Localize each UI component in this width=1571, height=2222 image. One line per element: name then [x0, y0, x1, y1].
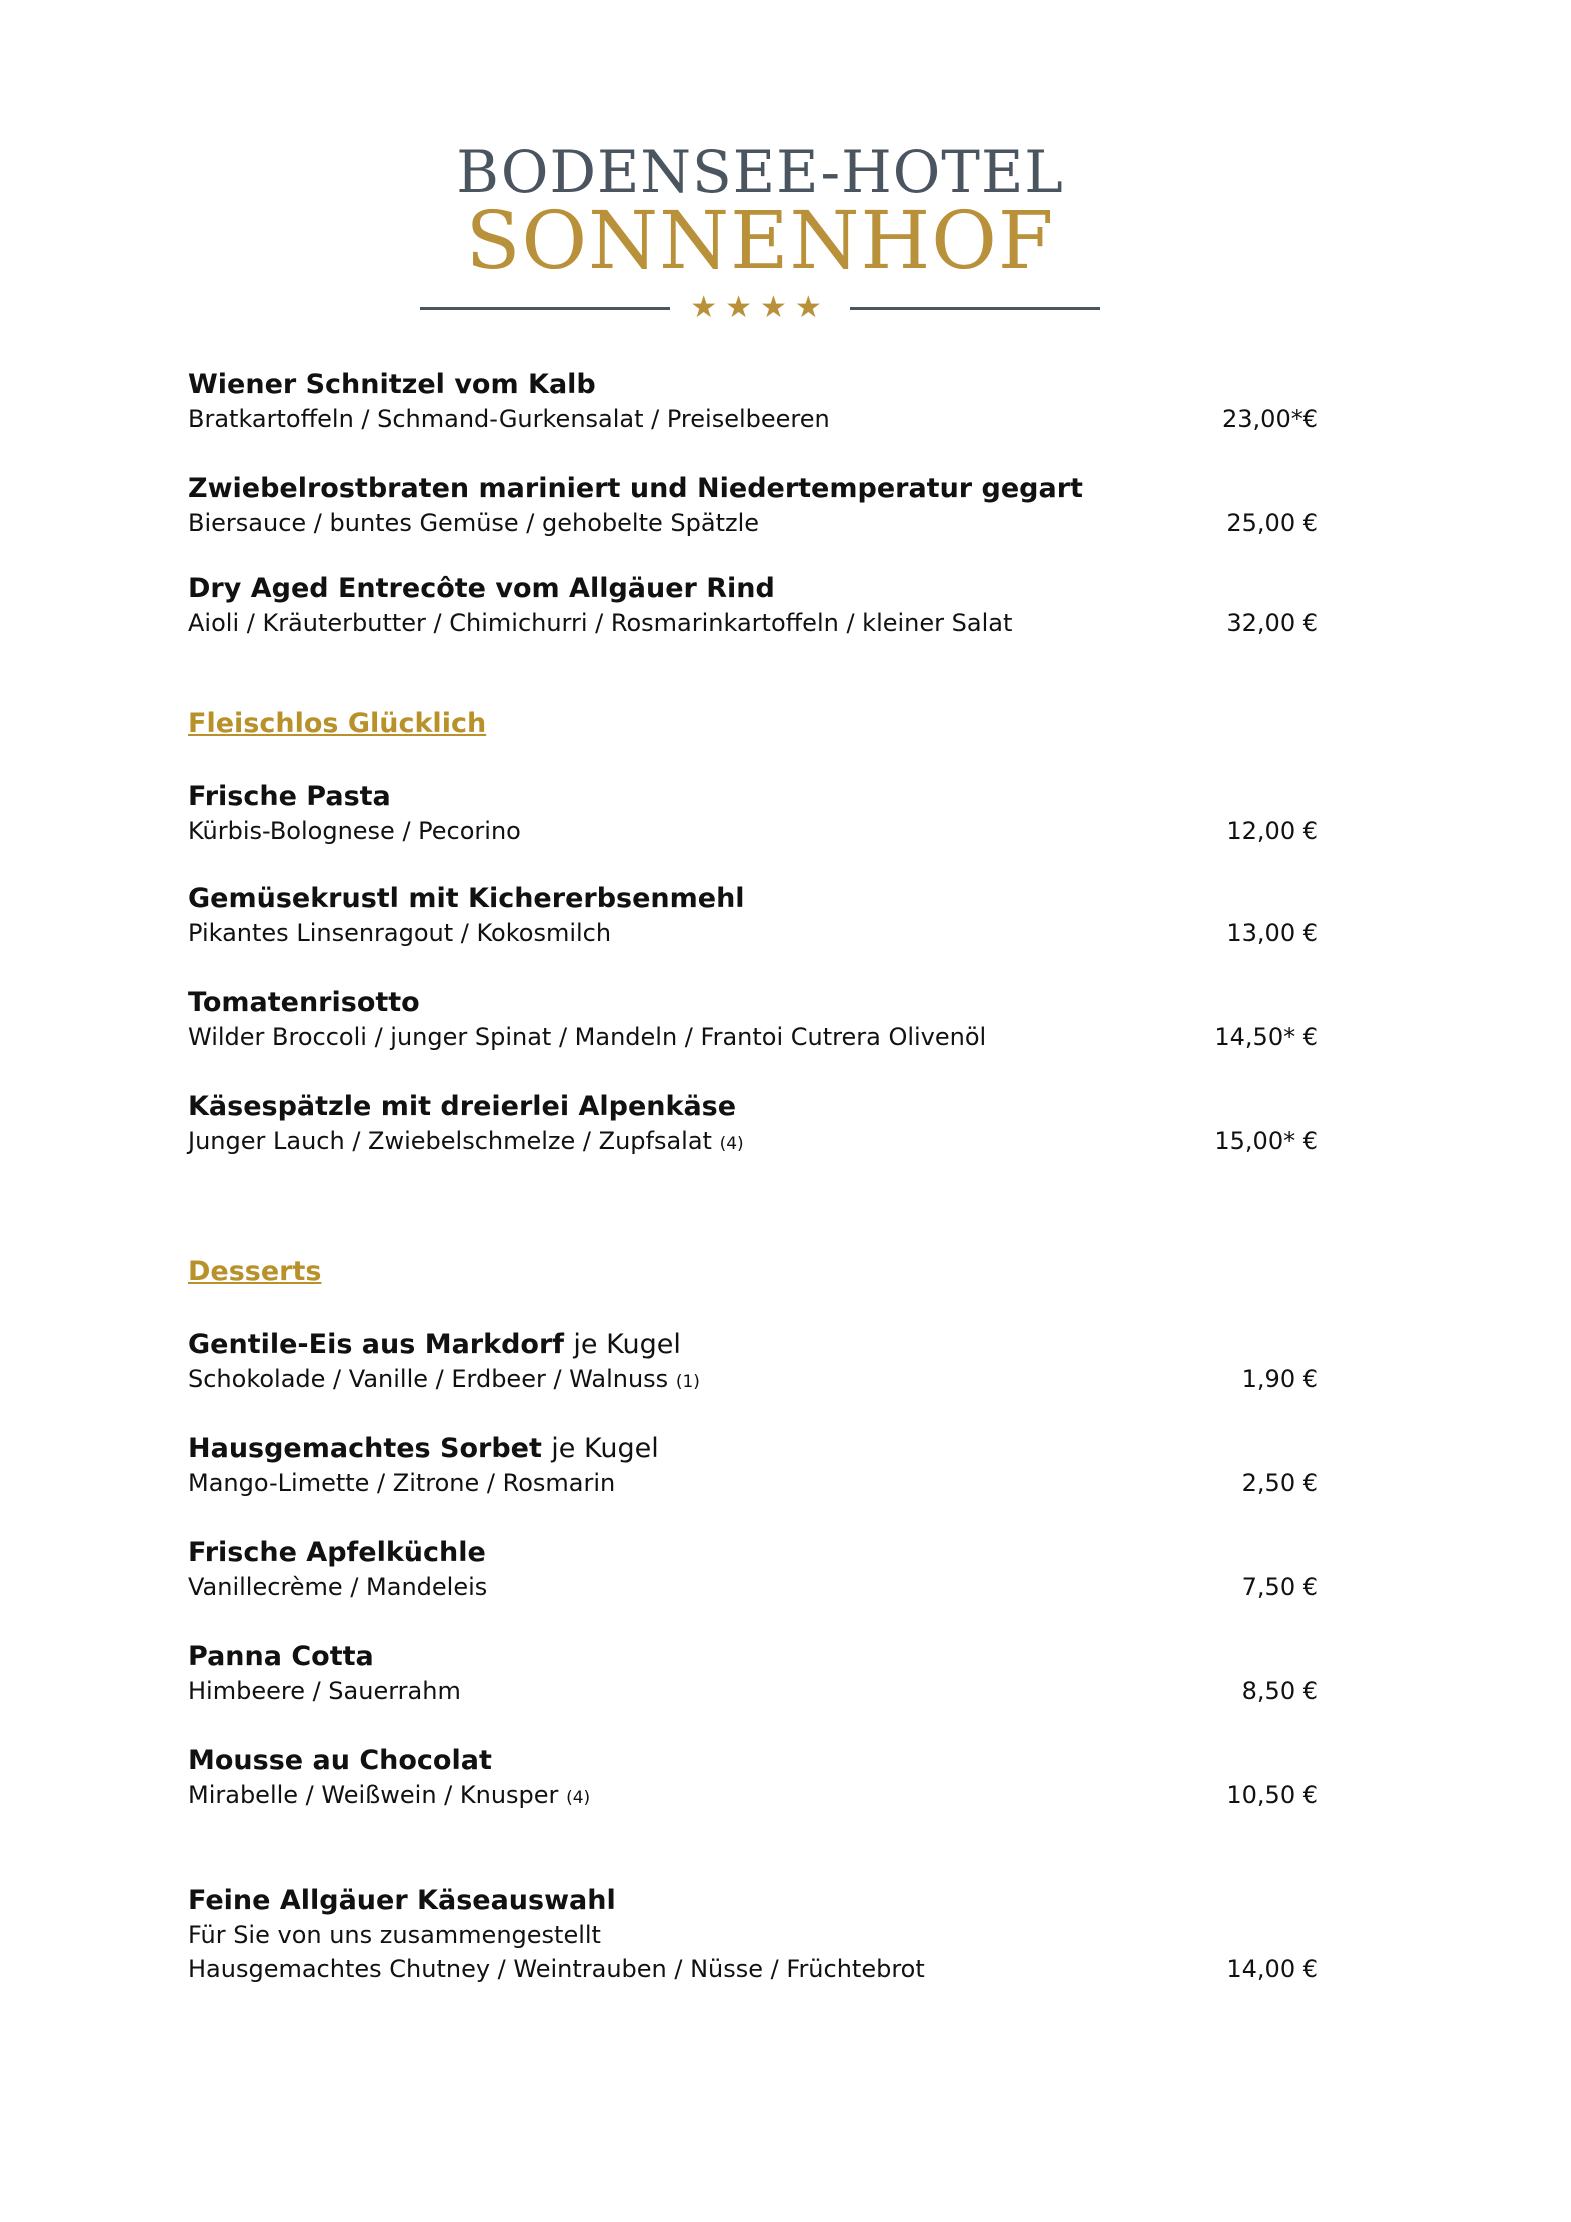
- menu-item-desc-text: Junger Lauch / Zwiebelschmelze / Zupfsalat: [188, 1127, 712, 1155]
- menu-item-title: [188, 1328, 1318, 1362]
- menu-item: [188, 1432, 1318, 1500]
- menu-item-desc: Bratkartoffeln / Schmand-Gurkensalat / Preiselbeeren: [188, 405, 830, 433]
- logo-rule-right: [850, 307, 1100, 310]
- menu-item-desc: Kürbis-Bolognese / Pecorino: [188, 817, 521, 845]
- menu-item-title: Panna Cotta: [188, 1641, 374, 1672]
- allergen-note: (4): [719, 1134, 744, 1154]
- menu-item-title: Zwiebelrostbraten mariniert und Niedertemperatur gegart: [188, 473, 1083, 504]
- menu-item-price: 8,50 €: [1241, 1677, 1318, 1705]
- menu-item-title-text: Hausgemachtes Sorbet: [188, 1433, 542, 1464]
- logo-rule-left: [420, 307, 670, 310]
- menu-item-desc: Hausgemachtes Chutney / Weintrauben / Nüsse / Früchtebrot: [188, 1955, 925, 1983]
- menu-item: [188, 882, 1318, 950]
- menu-item: [188, 1640, 1318, 1708]
- menu-item-price: 13,00 €: [1226, 919, 1318, 947]
- menu-item-desc-text: Schokolade / Vanille / Erdbeer / Walnuss: [188, 1365, 669, 1393]
- menu-item-title: Dry Aged Entrecôte vom Allgäuer Rind: [188, 573, 775, 604]
- menu-item-title: Frische Apfelküchle: [188, 1537, 486, 1568]
- menu-item-title: Feine Allgäuer Käseauswahl: [188, 1885, 616, 1916]
- menu-item-price: 1,90 €: [1241, 1365, 1318, 1393]
- logo-line-1: BODENSEE-HOTEL: [456, 138, 1064, 206]
- menu-item-desc: [188, 1124, 1318, 1161]
- menu-item-title: [188, 1432, 1318, 1466]
- menu-item-title: Mousse au Chocolat: [188, 1745, 492, 1776]
- menu-item-desc: Pikantes Linsenragout / Kokosmilch: [188, 919, 612, 947]
- menu-item-title: Käsespätzle mit dreierlei Alpenkäse: [188, 1091, 737, 1122]
- menu-item-cheese: [188, 1884, 1318, 1986]
- logo-line-2: SONNENHOF: [465, 194, 1055, 287]
- logo-rule: [420, 290, 1100, 325]
- menu-item: [188, 368, 1318, 436]
- menu-item-desc: [188, 1362, 1318, 1399]
- allergen-note: (1): [675, 1372, 700, 1392]
- menu-item: [188, 986, 1318, 1054]
- logo-stars-icon: ★★★★: [690, 290, 830, 325]
- menu-item-price: 12,00 €: [1226, 817, 1318, 845]
- menu-item: [188, 1744, 1318, 1815]
- menu-item: [188, 572, 1318, 640]
- hotel-logo: [410, 138, 1110, 325]
- menu-item-desc: Himbeere / Sauerrahm: [188, 1677, 461, 1705]
- menu-item-title: Frische Pasta: [188, 781, 391, 812]
- menu-item-desc: [188, 1778, 1318, 1815]
- menu-item-title-text: Gentile-Eis aus Markdorf: [188, 1329, 565, 1360]
- menu-item-price: 32,00 €: [1226, 609, 1318, 637]
- menu-item-price: 14,50* €: [1214, 1023, 1318, 1051]
- menu-item-desc: Für Sie von uns zusammengestellt: [188, 1921, 601, 1949]
- menu-item: [188, 1328, 1318, 1399]
- menu-item-desc: Aioli / Kräuterbutter / Chimichurri / Rosmarinkartoffeln / kleiner Salat: [188, 609, 1013, 637]
- menu-item-desc: Wilder Broccoli / junger Spinat / Mandeln / Frantoi Cutrera Olivenöl: [188, 1023, 987, 1051]
- menu-item-price: 14,00 €: [1226, 1955, 1318, 1983]
- menu-item-title: Tomatenrisotto: [188, 987, 420, 1018]
- menu-item-desc: Vanillecrème / Mandeleis: [188, 1573, 488, 1601]
- menu-item: [188, 472, 1318, 540]
- menu-item-desc-text: Mirabelle / Weißwein / Knusper: [188, 1781, 559, 1809]
- menu-item-title: Wiener Schnitzel vom Kalb: [188, 369, 596, 400]
- menu-item-title: Gemüsekrustl mit Kichererbsenmehl: [188, 883, 745, 914]
- section-heading-desserts: Desserts: [188, 1256, 322, 1287]
- menu-item-price: 25,00 €: [1226, 509, 1318, 537]
- menu-item: [188, 1536, 1318, 1604]
- menu-item-price: 23,00*€: [1222, 405, 1318, 433]
- menu-item: [188, 1090, 1318, 1161]
- allergen-note: (4): [566, 1788, 591, 1808]
- menu-item-unit: je Kugel: [551, 1433, 659, 1464]
- menu-item-desc: Biersauce / buntes Gemüse / gehobelte Spätzle: [188, 509, 760, 537]
- menu-item-desc: Mango-Limette / Zitrone / Rosmarin: [188, 1469, 616, 1497]
- menu-item-unit: je Kugel: [573, 1329, 681, 1360]
- menu-item-price: 15,00* €: [1214, 1127, 1318, 1155]
- menu-item-price: 10,50 €: [1226, 1781, 1318, 1809]
- menu-item-price: 7,50 €: [1241, 1573, 1318, 1601]
- menu-item: [188, 780, 1318, 848]
- menu-item-price: 2,50 €: [1241, 1469, 1318, 1497]
- section-heading-vegetarian: Fleischlos Glücklich: [188, 708, 487, 739]
